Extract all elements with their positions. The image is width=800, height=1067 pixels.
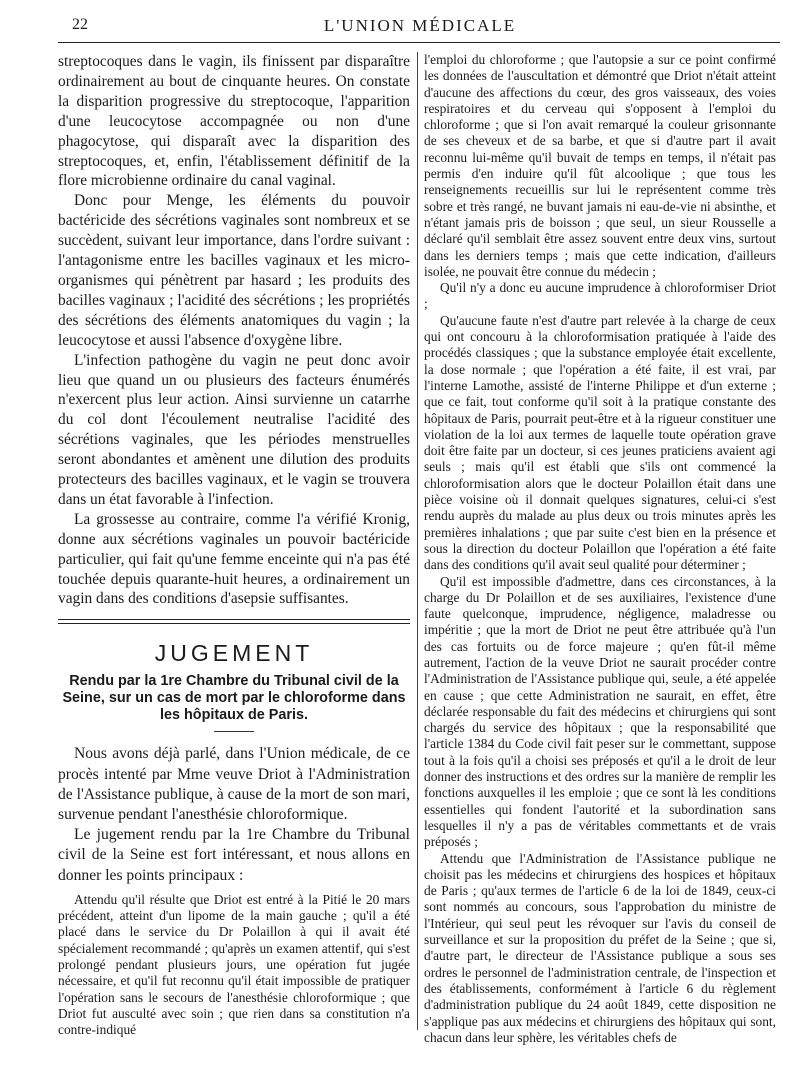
paragraph: Attendu qu'il résulte que Driot est entré à la Pitié le 20 mars précédent, atteint d'un lipome de la main gauche ; qu'il a été placé dans le service du Dr Polaillon à qui il avait été spécialement recommandé ; qu'après un examen attentif, qui s'est prolongé pendant plusieurs jours, une opération fut jugée nécessaire, et qu'il fut reconnu qu'il était impossible de pratiquer l'opération sans le secours de l'anesthésie chloroformique ; que Driot fut ausculté avec soin ; que rien dans sa constitution n'a contre-indiqué: [58, 891, 410, 1038]
section-subheading: Rendu par la 1re Chambre du Tribunal civil de la Seine, sur un cas de mort par le chloroforme dans les hôpitaux de Paris.: [62, 673, 406, 724]
paragraph: L'infection pathogène du vagin ne peut donc avoir lieu que quand un ou plusieurs des facteurs énumérés n'exercent plus leur action. Ainsi survienne un catarrhe du col dont l'écoulement neutralise l'acidité des sécrétions vaginales, que les périodes menstruelles seront abondantes et amènent une dilution des produits protecteurs des bacilles vaginaux, et le vagin se trouvera dans un état favorable à l'infection.: [58, 351, 410, 508]
left-column: [58, 52, 410, 1038]
paragraph: Donc pour Menge, les éléments du pouvoir bactéricide des sécrétions vaginales sont nombreux et se succèdent, suivant leur importance, dans l'ordre suivant : l'antagonisme entre les bacilles vaginaux et les micro-organismes qui pénètrent par hasard ; les produits des bacilles vaginaux ; l'acidité des sécrétions ; les propriétés des sécrétions des éléments anatomiques du vagin ; la leucocytose et aussi l'absence d'oxygène libre.: [58, 192, 410, 349]
paragraph: Le jugement rendu par la 1re Chambre du Tribunal civil de la Seine est fort intéressant, et nous allons en donner les points principaux :: [58, 826, 410, 884]
judgement-intro: [58, 744, 410, 885]
section-divider: [58, 619, 410, 624]
paragraph: Qu'aucune faute n'est d'autre part relevée à la charge de ceux qui ont concouru à la chloroformisation pratiquée à l'aide des procédés classiques ; que la substance employée était excellente, la dose normale ; que l'opération a été faite, il est vrai, par l'interne Lamothe, assisté de l'interne Philippe et d'un externe ; que ce fait, tout conforme qu'il soit à la pratique constante des hôpitaux de Paris, pourrait peut-être et à la rigueur constituer une violation de la loi aux termes de laquelle toute opération grave doit être faite par un docteur, si ces jeunes praticiens avaient agi seuls ; mais qu'il est établi que s'ils ont commencé la chloroformisation alors que le docteur Polaillon était dans une pièce voisine où il donnait quelques signatures, celui-ci s'est rendu auprès du malade au plus deux ou trois minutes après les premières inhalations ; que par suite c'est bien en la présence et sous la direction du docteur Polaillon que l'opération a été faite dans des conditions qu'il avait seul qualité pour déterminer ;: [424, 312, 776, 573]
column-divider: [417, 52, 418, 1030]
paragraph: l'emploi du chloroforme ; que l'autopsie a sur ce point confirmé les données de l'auscultation et démontré que Driot n'était atteint d'aucune des affections du cœur, des gros vaisseaux, des voies respiratoires et du cerveau qui s'opposent à l'emploi du chloroforme ; que si l'on avait remarqué la couleur grisonnante de ses cheveux et de sa barbe, et que si d'autre part il avait reconnu lui-même qu'il buvait de temps en temps, il n'était pas permis d'en induire qu'il fût alcoolique ; que tous les renseignements recueillis sur lui le représentent comme très sobre et très rangé, ne buvant jamais ni eau-de-vie ni absinthe, et n'étant jamais pris de boisson ; que seul, un sieur Rousselle a déclaré qu'il semblait être assez souvent entre deux vins, surtout dans les derniers temps ; mais que cette indication, d'ailleurs isolée, ne pouvait être connue du médecin ;: [424, 52, 776, 279]
header-rule: [58, 42, 780, 43]
article-bacteriology: [58, 52, 410, 609]
paragraph: streptocoques dans le vagin, ils finissent par disparaître ordinairement au bout de cinquante heures. On constate la disparition progressive du streptocoque, l'apparition d'une leucocytose accompagnée ou non d'une phagocytose, qui disparaît avec la disparition des streptocoques, et, enfin, l'établissement définitif de la flore microbienne ordinaire du canal vaginal.: [58, 53, 410, 190]
paragraph: La grossesse au contraire, comme l'a vérifié Kronig, donne aux sécrétions vaginales un pouvoir bactéricide particulier, qui fait qu'une femme enceinte qui n'a pas été touchée depuis quarante-huit heures, a ordinairement un vagin dans des conditions d'asepsie suffisantes.: [58, 510, 410, 608]
paragraph: Attendu que l'Administration de l'Assistance publique ne choisit pas les médecins et chirurgiens des hospices et hôpitaux de Paris ; qu'aux termes de l'article 6 de la loi de 1849, ceux-ci sont nommés au concours, sous l'approbation du ministre de l'Intérieur, qui seul peut les révoquer sur l'avis du conseil de surveillance et sur la proposition du préfet de la Seine ; que si, d'autre part, le directeur de l'Assistance publique a sous ses ordres le personnel de l'administration centrale, de l'inspection et des établissements, conformément à l'article 6 du règlement d'administration publique du 24 août 1849, cette disposition ne s'applique pas aux médecins et chirurgiens des hôpitaux qui sont, chacun dans leur sphère, les véritables chefs de: [424, 850, 776, 1045]
page-number: 22: [72, 16, 88, 33]
paragraph: Nous avons déjà parlé, dans l'Union médicale, de ce procès intenté par Mme veuve Driot à l'Administration de l'Assistance publique, à cause de la mort de son mari, survenue pendant l'anesthésie chloroformique.: [58, 745, 410, 823]
subheading-rule: [214, 731, 254, 732]
judgement-text-left: [58, 892, 410, 1039]
section-title: JUGEMENT: [154, 640, 314, 667]
paragraph: Qu'il est impossible d'admettre, dans ces circonstances, à la charge du Dr Polaillon et de ses auxiliaires, l'existence d'une faute quelconque, imprudence, négligence, maladresse ou impéritie ; que la mort de Driot ne peut être attribuée qu'à l'un des cas fortuits ou de force majeure ; qu'en fût-il même autrement, l'action de la veuve Driot ne saurait procéder contre l'Administration de l'Assistance publique qui, seule, a été appelée en cause ; que cette Administration ne saurait, en effet, être déclarée responsable du fait des médecins et chirurgiens qui sont chargés du service des hôpitaux ; que la responsabilité que l'article 1384 du Code civil fait peser sur le commettant, suppose tout à la fois qu'il a choisi ses préposés et qu'il a le droit de leur donner des instructions et des ordres sur la manière de remplir les fonctions auxquelles il les emploie ; que ce sont là les conditions essentielles qui fondent l'autorité et la subordination sans lesquelles il n'y a pas de véritables commettants et de vrais préposés ;: [424, 573, 776, 850]
page-header: [60, 12, 780, 42]
right-column: [424, 52, 776, 1046]
paragraph: Qu'il n'y a donc eu aucune imprudence à chloroformiser Driot ;: [424, 280, 776, 312]
running-title: L'UNION MÉDICALE: [323, 16, 517, 35]
